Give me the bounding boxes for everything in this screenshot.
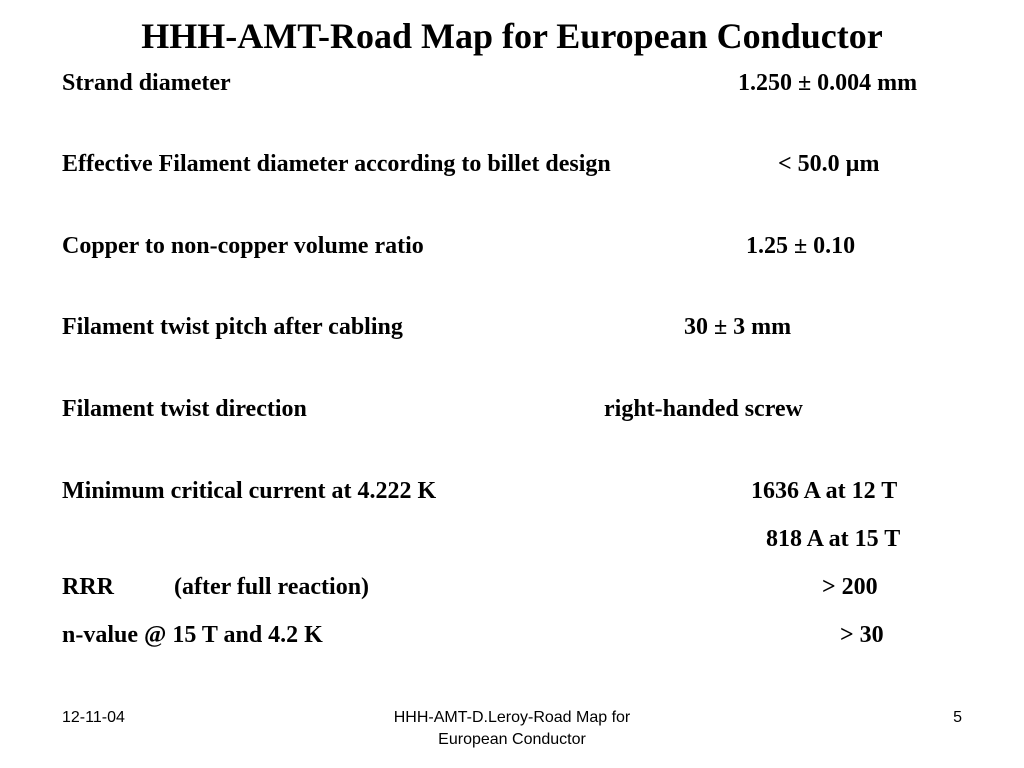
spec-label-twist-pitch: Filament twist pitch after cabling (62, 314, 403, 340)
spec-label-rrr: RRR (after full reaction) (62, 574, 370, 600)
spec-value-rrr: > 200 (822, 574, 878, 600)
spec-value-critical-current-12t: 1636 A at 12 T (751, 478, 898, 504)
spec-value-twist-direction: right-handed screw (604, 396, 803, 422)
spec-label-strand-diameter: Strand diameter (62, 70, 231, 96)
spec-value-filament-diameter: < 50.0 µm (778, 151, 880, 177)
spec-value-copper-ratio: 1.25 ± 0.10 (746, 233, 856, 259)
spec-label-n-value: n-value @ 15 T and 4.2 K (62, 622, 323, 648)
spec-label-filament-diameter: Effective Filament diameter according to billet design (62, 151, 611, 177)
spec-value-n-value: > 30 (840, 622, 884, 648)
slide-title: HHH-AMT-Road Map for European Conductor (141, 16, 883, 56)
spec-label-critical-current: Minimum critical current at 4.222 K (62, 478, 437, 504)
spec-value-twist-pitch: 30 ± 3 mm (684, 314, 792, 340)
spec-label-twist-direction: Filament twist direction (62, 396, 307, 422)
spec-value-critical-current-15t: 818 A at 15 T (766, 526, 901, 552)
footer-page-number: 5 (953, 709, 962, 726)
spec-value-strand-diameter: 1.250 ± 0.004 mm (738, 70, 918, 96)
footer-title (312, 707, 712, 751)
spec-label-copper-ratio: Copper to non-copper volume ratio (62, 233, 424, 259)
footer-title-line-1: HHH-AMT-D.Leroy-Road Map for (393, 709, 631, 726)
footer-date: 12-11-04 (62, 709, 125, 726)
footer-title-line-2: European Conductor (438, 731, 586, 748)
